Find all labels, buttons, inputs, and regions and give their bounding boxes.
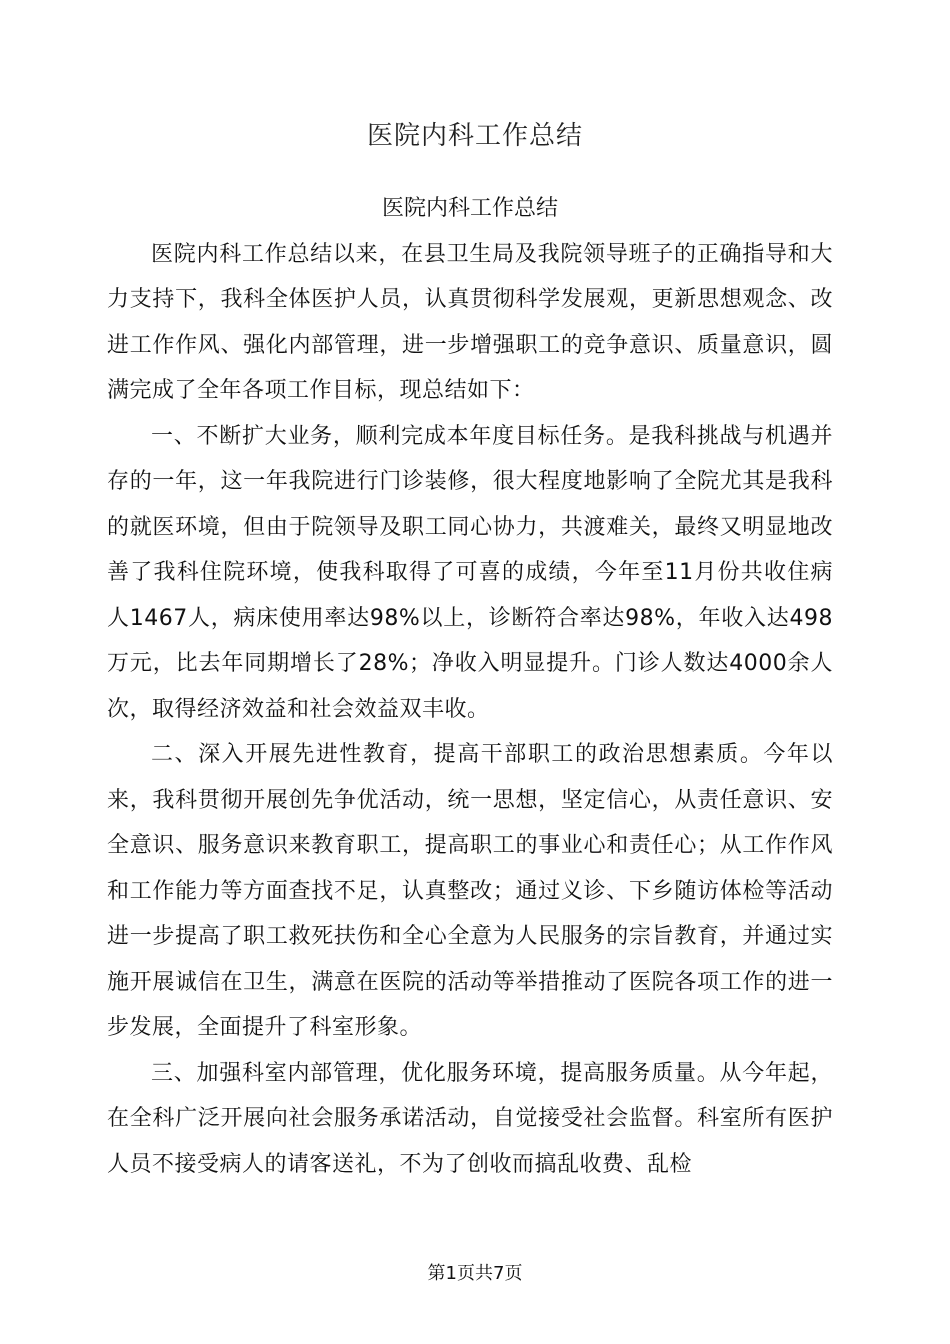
document-body: [107, 186, 833, 1187]
paragraph-section-3: 三、加强科室内部管理，优化服务环境，提高服务质量。从今年起，在全科广泛开展向社会服务承诺活动，自觉接受社会监督。科室所有医护人员不接受病人的请客送礼，不为了创收而搞乱收费、乱检: [107, 1060, 833, 1177]
paragraph-intro: 医院内科工作总结以来，在县卫生局及我院领导班子的正确指导和大力支持下，我科全体医护人员，认真贯彻科学发展观，更新思想观念、改进工作作风、强化内部管理，进一步增强职工的竞争意识、质量意识，圆满完成了全年各项工作目标，现总结如下：: [107, 241, 833, 403]
document-title: 医院内科工作总结: [366, 121, 583, 151]
paragraph-section-1: 一、不断扩大业务，顺利完成本年度目标任务。是我科挑战与机遇并存的一年，这一年我院进行门诊装修，很大程度地影响了全院尤其是我科的就医环境，但由于院领导及职工同心协力，共渡难关，最终又明显地改善了我科住院环境，使我科取得了可喜的成绩，今年至11月份共收住病人1467人，病床使用率达98%以上，诊断符合率达98%，年收入达498万元，比去年同期增长了28%；净收入明显提升。门诊人数达4000余人次，取得经济效益和社会效益双丰收。: [107, 423, 833, 722]
page-number-footer: 第1页共7页: [427, 1263, 523, 1284]
paragraph-section-2: 二、深入开展先进性教育，提高干部职工的政治思想素质。今年以来，我科贯彻开展创先争优活动，统一思想，坚定信心，从责任意识、安全意识、服务意识来教育职工，提高职工的事业心和责任心；从工作作风和工作能力等方面查找不足，认真整改；通过义诊、下乡随访体检等活动进一步提高了职工救死扶伤和全心全意为人民服务的宗旨教育，并通过实施开展诚信在卫生，满意在医院的活动等举措推动了医院各项工作的进一步发展，全面提升了科室形象。: [107, 742, 833, 1040]
document-subtitle: 医院内科工作总结: [381, 196, 558, 221]
